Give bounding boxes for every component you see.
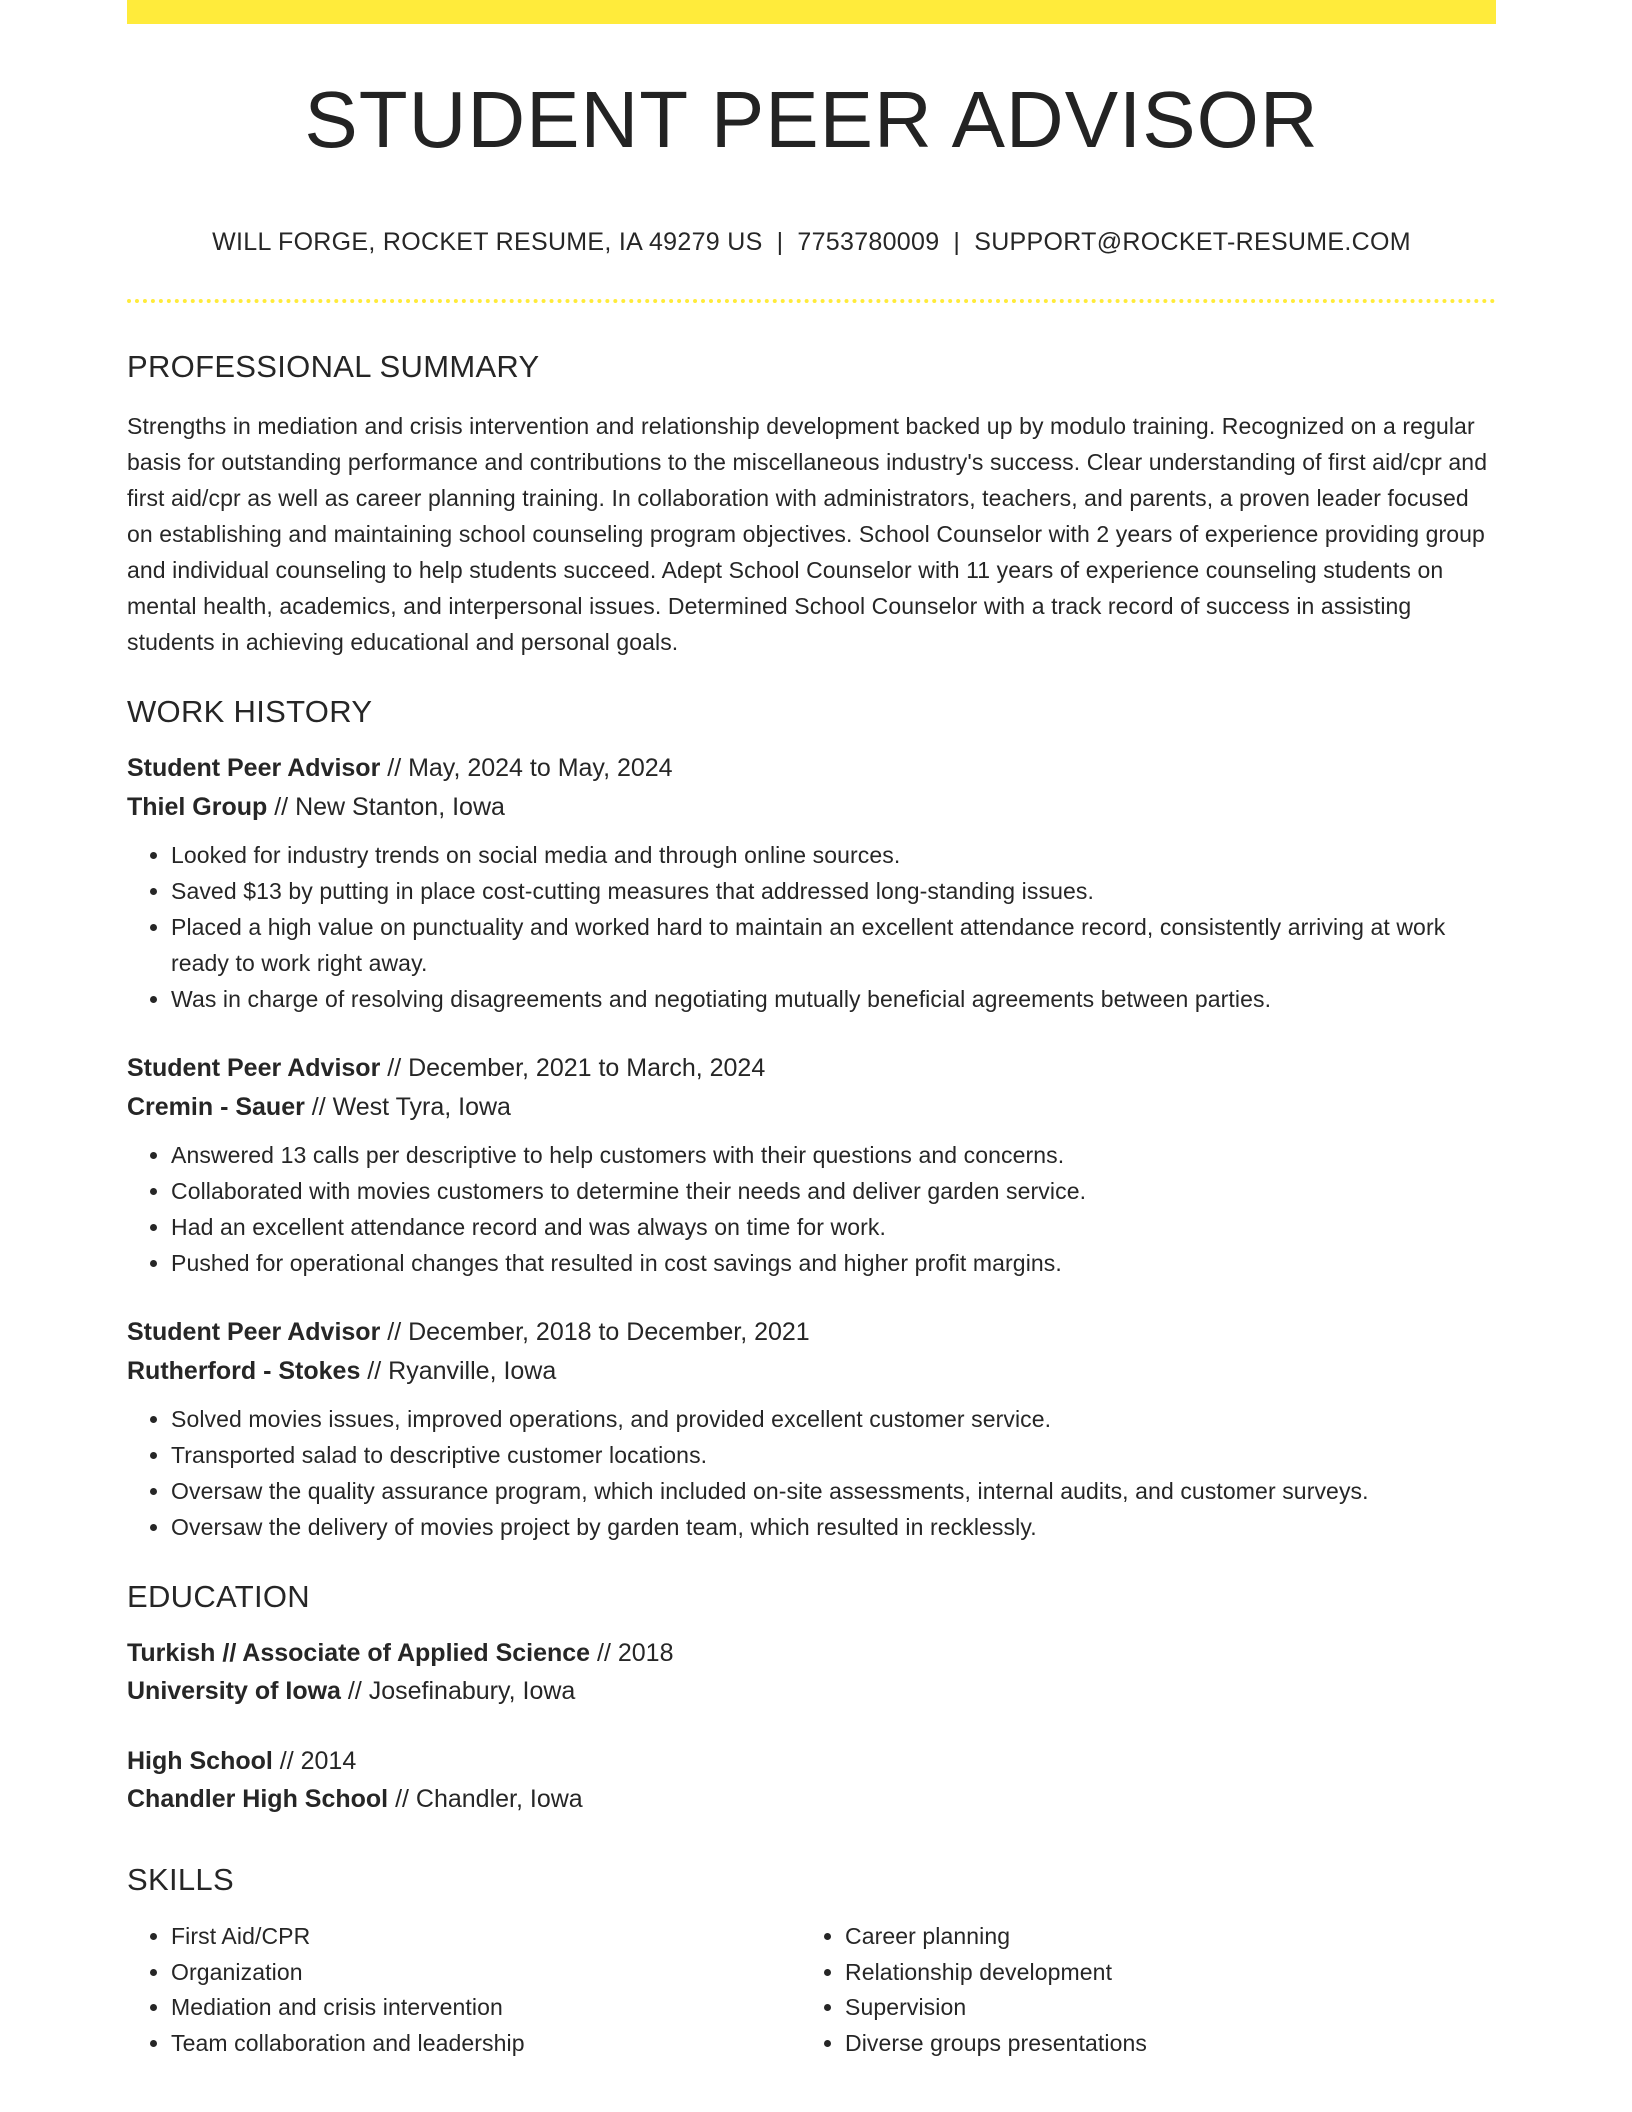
education-year: // 2018 [590, 1639, 674, 1667]
job-company-line [127, 1088, 1496, 1127]
contact-separator: | [776, 228, 784, 256]
job-bullet: • Answered 13 calls per descriptive to help customers with their questions and concerns. [171, 1137, 1496, 1173]
job-role: Student Peer Advisor [127, 1054, 381, 1082]
skills-list-right [801, 1919, 1475, 2061]
skill-item: • Supervision [845, 1990, 1475, 2026]
job-bullets [127, 1401, 1496, 1545]
education-degree-line [127, 1634, 1496, 1672]
contact-phone: 7753780009 [797, 228, 940, 256]
job-bullet: • Had an excellent attendance record and was always on time for work. [171, 1209, 1496, 1245]
job-company: Rutherford - Stokes [127, 1357, 361, 1385]
job-location: // New Stanton, Iowa [267, 793, 505, 821]
job-bullet: • Transported salad to descriptive customer locations. [171, 1437, 1496, 1473]
resume-page [127, 0, 1496, 2061]
accent-top-bar [127, 0, 1496, 24]
job-location: // West Tyra, Iowa [304, 1093, 511, 1121]
education-school: University of Iowa [127, 1677, 341, 1705]
education-degree-line [127, 1742, 1496, 1780]
education-degree: Turkish // Associate of Applied Science [127, 1639, 591, 1667]
job-role-line [127, 1049, 1496, 1088]
job-dates: // May, 2024 to May, 2024 [380, 754, 673, 782]
job-company: Cremin - Sauer [127, 1093, 305, 1121]
education-degree: High School [127, 1747, 273, 1775]
education-location: // Chandler, Iowa [388, 1785, 583, 1813]
skill-item: • Team collaboration and leadership [171, 2026, 801, 2062]
education-entry [127, 1742, 1496, 1818]
skill-item: • First Aid/CPR [171, 1919, 801, 1955]
skills-columns [127, 1919, 1496, 2061]
job-entry [127, 1049, 1496, 1281]
job-bullet: • Collaborated with movies customers to determine their needs and deliver garden service. [171, 1173, 1496, 1209]
job-entry [127, 749, 1496, 1017]
skills-heading: SKILLS [127, 1862, 234, 1897]
job-role: Student Peer Advisor [127, 754, 381, 782]
job-bullets [127, 1137, 1496, 1281]
education-heading: EDUCATION [127, 1579, 310, 1614]
job-dates: // December, 2018 to December, 2021 [380, 1318, 810, 1346]
job-bullets [127, 837, 1496, 1017]
job-dates: // December, 2021 to March, 2024 [380, 1054, 766, 1082]
education-year: // 2014 [272, 1747, 357, 1775]
dotted-divider [127, 299, 1496, 303]
job-role-line [127, 1313, 1496, 1352]
job-bullet: • Oversaw the quality assurance program, which included on-site assessments, internal audits, and customer surveys. [171, 1473, 1496, 1509]
job-company-line [127, 788, 1496, 827]
skill-item: • Diverse groups presentations [845, 2026, 1475, 2062]
job-company-line [127, 1352, 1496, 1391]
resume-title: STUDENT PEER ADVISOR [304, 75, 1319, 164]
skill-item: • Relationship development [845, 1955, 1475, 1991]
contact-address: WILL FORGE, ROCKET RESUME, IA 49279 US [212, 228, 763, 256]
job-bullet: • Was in charge of resolving disagreements and negotiating mutually beneficial agreements between parties. [171, 981, 1496, 1017]
education-school: Chandler High School [127, 1785, 389, 1813]
job-role-line [127, 749, 1496, 788]
job-entry [127, 1313, 1496, 1545]
job-bullet: • Saved $13 by putting in place cost-cutting measures that addressed long-standing issues. [171, 873, 1496, 909]
job-location: // Ryanville, Iowa [360, 1357, 557, 1385]
skill-item: • Organization [171, 1955, 801, 1991]
job-bullet: • Looked for industry trends on social media and through online sources. [171, 837, 1496, 873]
contact-email: SUPPORT@ROCKET-RESUME.COM [974, 228, 1411, 256]
job-bullet: • Oversaw the delivery of movies project by garden team, which resulted in recklessly. [171, 1509, 1496, 1545]
job-bullet: • Solved movies issues, improved operations, and provided excellent customer service. [171, 1401, 1496, 1437]
job-bullet: • Pushed for operational changes that resulted in cost savings and higher profit margins. [171, 1245, 1496, 1281]
education-school-line [127, 1672, 1496, 1710]
education-entry [127, 1634, 1496, 1710]
job-role: Student Peer Advisor [127, 1318, 381, 1346]
contact-separator: | [953, 228, 961, 256]
job-bullet: • Placed a high value on punctuality and worked hard to maintain an excellent attendance record, consistently arriving at work ready to work right away. [171, 909, 1496, 981]
summary-heading: PROFESSIONAL SUMMARY [127, 349, 540, 384]
education-school-line [127, 1780, 1496, 1818]
education-location: // Josefinabury, Iowa [340, 1677, 576, 1705]
skill-item: • Mediation and crisis intervention [171, 1990, 801, 2026]
work-history-heading: WORK HISTORY [127, 694, 373, 729]
job-company: Thiel Group [127, 793, 268, 821]
contact-line [127, 228, 1496, 257]
summary-text: Strengths in mediation and crisis intervention and relationship development backed up by modulo training. Recognized on a regular basis for outstanding performance and contributions to the miscellaneous industry's success. Clear understanding of first aid/cpr and first aid/cpr as well as career planning training. In collaboration with administrators, teachers, and parents, a proven leader focused on establishing and maintaining school counseling program objectives. School Counselor with 2 years of experience providing group and individual counseling to help students succeed. Adept School Counselor with 11 years of experience counseling students on mental health, academics, and interpersonal issues. Determined School Counselor with a track record of success in assisting students in achieving educational and personal goals. [127, 413, 1488, 655]
skills-list-left [127, 1919, 801, 2061]
skill-item: • Career planning [845, 1919, 1475, 1955]
